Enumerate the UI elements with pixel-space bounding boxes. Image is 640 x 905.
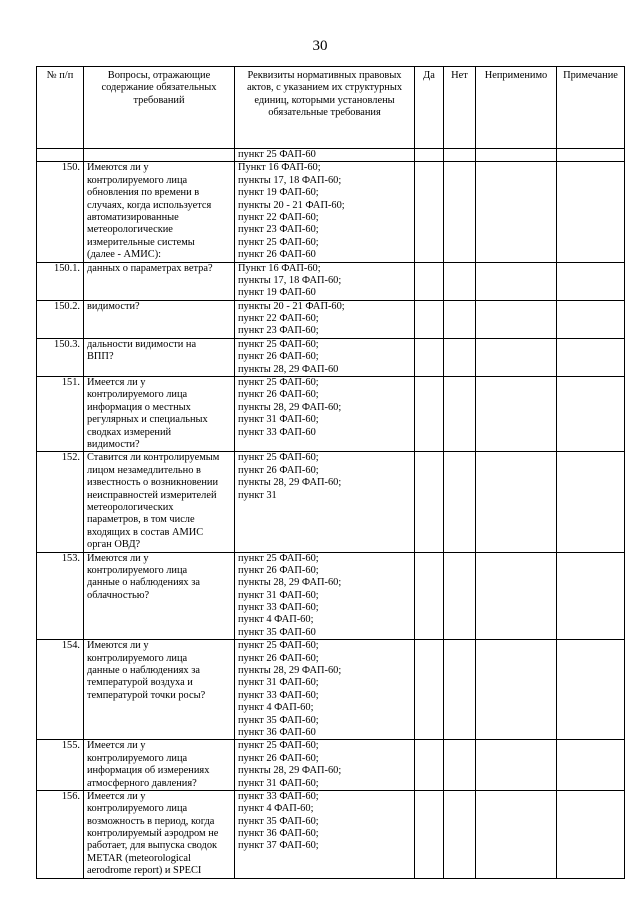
refs-cell: [235, 162, 415, 262]
no-cell: [444, 552, 476, 640]
question-line: обновления по времени в: [87, 187, 200, 199]
yes-cell: [415, 262, 444, 300]
ref-line: пункты 28, 29 ФАП-60;: [238, 401, 342, 413]
no-cell: [444, 790, 476, 878]
na-cell: [476, 452, 557, 552]
table-row: [37, 740, 625, 791]
ref-line: пункт 35 ФАП-60: [238, 626, 316, 638]
yes-cell: [415, 552, 444, 640]
na-cell: [476, 300, 557, 338]
ref-line: пункты 20 - 21 ФАП-60;: [238, 300, 345, 312]
ref-line: пункт 19 ФАП-60;: [238, 187, 319, 199]
note-cell: [557, 338, 625, 376]
page-number: 30: [312, 38, 328, 54]
question-line: Имеются ли у: [87, 162, 149, 174]
ref-line: пункты 28, 29 ФАП-60;: [238, 477, 342, 489]
ref-line: пункт 22 ФАП-60;: [238, 211, 319, 223]
question-line: возможность в период, когда: [87, 815, 215, 827]
table-row: [37, 162, 625, 262]
no-cell: [444, 452, 476, 552]
yes-cell: [415, 300, 444, 338]
question-line: входящих в состав АМИС: [87, 526, 204, 538]
row-number: 154.: [37, 640, 84, 740]
refs-cell: [235, 338, 415, 376]
ref-line: пункт 35 ФАП-60;: [238, 815, 319, 827]
ref-line: пункт 31 ФАП-60;: [238, 414, 319, 426]
ref-line: пункт 4 ФАП-60;: [238, 803, 314, 815]
question-line: метеорологические: [87, 224, 173, 236]
ref-line: пункт 33 ФАП-60;: [238, 689, 319, 701]
question-line: атмосферного давления?: [87, 777, 197, 789]
question-line: Имеется ли у: [87, 377, 146, 389]
question-line: контролируемого лица: [87, 564, 188, 576]
note-cell: [557, 149, 625, 162]
note-cell: [557, 740, 625, 791]
question-line: контролируемый аэродром не: [87, 828, 219, 840]
note-cell: [557, 640, 625, 740]
ref-line: пункт 25 ФАП-60;: [238, 236, 319, 248]
ref-line: пункт 36 ФАП-60;: [238, 828, 319, 840]
no-cell: [444, 640, 476, 740]
ref-line: пункт 4 ФАП-60;: [238, 702, 314, 714]
header-no: Нет: [444, 67, 476, 149]
refs-cell: [235, 149, 415, 162]
ref-line: пункт 37 ФАП-60;: [238, 840, 319, 852]
table-row: [37, 149, 625, 162]
ref-line: пункт 35 ФАП-60;: [238, 714, 319, 726]
question-line: измерительные системы: [87, 236, 195, 248]
ref-line: пункты 20 - 21 ФАП-60;: [238, 199, 345, 211]
table-row: [37, 640, 625, 740]
table-row: [37, 452, 625, 552]
note-cell: [557, 790, 625, 878]
ref-line: пункт 31: [238, 489, 277, 501]
question-line: Имеются ли у: [87, 552, 149, 564]
question-line: контролируемого лица: [87, 752, 188, 764]
ref-line: пункт 33 ФАП-60;: [238, 790, 319, 802]
question-line: метеорологических: [87, 501, 174, 513]
question-line: автоматизированные: [87, 211, 179, 223]
no-cell: [444, 740, 476, 791]
ref-line: пункт 31 ФАП-60;: [238, 677, 319, 689]
no-cell: [444, 262, 476, 300]
no-cell: [444, 300, 476, 338]
row-number: 152.: [37, 452, 84, 552]
question-line: Имеется ли у: [87, 740, 146, 752]
question-line: METAR (meteorological: [87, 852, 191, 864]
yes-cell: [415, 338, 444, 376]
refs-cell: [235, 377, 415, 452]
question-line: Имеется ли у: [87, 790, 146, 802]
question-line: облачностью?: [87, 589, 150, 601]
table-row: [37, 377, 625, 452]
row-number: 155.: [37, 740, 84, 791]
ref-line: пункт 25 ФАП-60;: [238, 377, 319, 389]
yes-cell: [415, 740, 444, 791]
no-cell: [444, 162, 476, 262]
row-number: 151.: [37, 377, 84, 452]
question-line: работает, для выпуска сводок: [87, 840, 218, 852]
ref-line: пункт 4 ФАП-60;: [238, 614, 314, 626]
ref-line: пункты 28, 29 ФАП-60;: [238, 665, 342, 677]
ref-line: пункт 25 ФАП-60;: [238, 640, 319, 652]
na-cell: [476, 640, 557, 740]
question-cell: [84, 790, 235, 878]
ref-line: Пункт 16 ФАП-60;: [238, 162, 321, 174]
question-line: контролируемого лица: [87, 174, 188, 186]
row-number: 150.1.: [37, 262, 84, 300]
question-cell: [84, 162, 235, 262]
question-line: информация о местных: [87, 401, 191, 413]
na-cell: [476, 790, 557, 878]
na-cell: [476, 740, 557, 791]
note-cell: [557, 452, 625, 552]
ref-line: пункт 25 ФАП-60;: [238, 740, 319, 752]
yes-cell: [415, 790, 444, 878]
row-number: 150.: [37, 162, 84, 262]
note-cell: [557, 300, 625, 338]
refs-cell: [235, 452, 415, 552]
question-cell: [84, 149, 235, 162]
note-cell: [557, 377, 625, 452]
question-cell: [84, 740, 235, 791]
refs-cell: [235, 300, 415, 338]
na-cell: [476, 149, 557, 162]
question-cell: [84, 377, 235, 452]
question-line: данные о наблюдениях за: [87, 665, 200, 677]
question-line: данные о наблюдениях за: [87, 577, 200, 589]
table-row: [37, 300, 625, 338]
table-header-row: [37, 67, 625, 149]
ref-line: пункт 23 ФАП-60;: [238, 224, 319, 236]
ref-line: пункт 31 ФАП-60;: [238, 589, 319, 601]
row-number: 150.3.: [37, 338, 84, 376]
table-row: [37, 262, 625, 300]
ref-line: пункт 23 ФАП-60;: [238, 325, 319, 337]
na-cell: [476, 162, 557, 262]
ref-line: пункты 17, 18 ФАП-60;: [238, 174, 342, 186]
na-cell: [476, 262, 557, 300]
question-line: лицом незамедлительно в: [87, 464, 201, 476]
ref-line: пункт 26 ФАП-60;: [238, 752, 319, 764]
row-number: 156.: [37, 790, 84, 878]
question-line: сводках измерений: [87, 426, 172, 438]
refs-cell: [235, 790, 415, 878]
refs-cell: [235, 552, 415, 640]
question-line: известность о возникновении: [87, 477, 219, 489]
ref-line: пункт 26 ФАП-60;: [238, 389, 319, 401]
requirements-table: [36, 66, 625, 879]
ref-line: пункт 25 ФАП-60: [238, 149, 316, 160]
header-num: № п/п: [37, 67, 84, 149]
header-question: Вопросы, отражающие содержание обязательных требований: [84, 67, 235, 149]
question-line: контролируемого лица: [87, 389, 188, 401]
question-line: (далее - АМИС):: [87, 249, 162, 261]
yes-cell: [415, 377, 444, 452]
question-line: неисправностей измерителей: [87, 489, 217, 501]
ref-line: пункт 31 ФАП-60;: [238, 777, 319, 789]
ref-line: пункт 19 ФАП-60: [238, 287, 316, 299]
ref-line: пункт 25 ФАП-60;: [238, 338, 319, 350]
header-note: Примечание: [557, 67, 625, 149]
ref-line: пункты 17, 18 ФАП-60;: [238, 274, 342, 286]
yes-cell: [415, 640, 444, 740]
ref-line: Пункт 16 ФАП-60;: [238, 262, 321, 274]
question-cell: [84, 300, 235, 338]
yes-cell: [415, 162, 444, 262]
question-line: параметров, в том числе: [87, 514, 195, 526]
question-line: орган ОВД?: [87, 539, 141, 551]
ref-line: пункт 26 ФАП-60;: [238, 652, 319, 664]
no-cell: [444, 338, 476, 376]
question-cell: [84, 640, 235, 740]
question-line: ВПП?: [87, 351, 114, 363]
question-line: данных о параметрах ветра?: [87, 262, 213, 274]
na-cell: [476, 377, 557, 452]
question-cell: [84, 552, 235, 640]
no-cell: [444, 377, 476, 452]
refs-cell: [235, 740, 415, 791]
header-na: Неприменимо: [476, 67, 557, 149]
question-line: aerodrome report) и SPECI: [87, 865, 202, 877]
header-yes: Да: [415, 67, 444, 149]
ref-line: пункт 33 ФАП-60: [238, 426, 316, 438]
table-row: [37, 338, 625, 376]
question-line: Ставится ли контролируемым: [87, 452, 220, 464]
ref-line: пункт 33 ФАП-60;: [238, 602, 319, 614]
ref-line: пункт 25 ФАП-60;: [238, 452, 319, 464]
question-line: видимости?: [87, 300, 140, 312]
ref-line: пункты 28, 29 ФАП-60: [238, 363, 339, 375]
question-cell: [84, 262, 235, 300]
question-line: случаях, когда используется: [87, 199, 212, 211]
question-line: температурой точки росы?: [87, 689, 206, 701]
question-cell: [84, 452, 235, 552]
refs-cell: [235, 262, 415, 300]
question-line: регулярных и специальных: [87, 414, 208, 426]
question-cell: [84, 338, 235, 376]
question-line: видимости?: [87, 438, 140, 450]
na-cell: [476, 338, 557, 376]
row-number: 150.2.: [37, 300, 84, 338]
question-line: информация об измерениях: [87, 765, 210, 777]
question-line: температурой воздуха и: [87, 677, 193, 689]
note-cell: [557, 262, 625, 300]
ref-line: пункт 22 ФАП-60;: [238, 313, 319, 325]
ref-line: пункт 26 ФАП-60;: [238, 464, 319, 476]
question-line: дальности видимости на: [87, 338, 197, 350]
row-number: 153.: [37, 552, 84, 640]
question-line: контролируемого лица: [87, 652, 188, 664]
ref-line: пункт 26 ФАП-60;: [238, 351, 319, 363]
ref-line: пункт 26 ФАП-60;: [238, 564, 319, 576]
question-line: контролируемого лица: [87, 803, 188, 815]
note-cell: [557, 552, 625, 640]
ref-line: пункт 36 ФАП-60: [238, 726, 316, 738]
refs-cell: [235, 640, 415, 740]
question-line: Имеются ли у: [87, 640, 149, 652]
header-refs: Реквизиты нормативных правовых актов, с указанием их структурных единиц, которыми установлены обязательные требования: [235, 67, 415, 149]
no-cell: [444, 149, 476, 162]
table-row: [37, 552, 625, 640]
row-number: [37, 149, 84, 162]
ref-line: пункт 26 ФАП-60: [238, 249, 316, 261]
na-cell: [476, 552, 557, 640]
table-row: [37, 790, 625, 878]
ref-line: пункты 28, 29 ФАП-60;: [238, 577, 342, 589]
yes-cell: [415, 149, 444, 162]
yes-cell: [415, 452, 444, 552]
ref-line: пункт 25 ФАП-60;: [238, 552, 319, 564]
ref-line: пункты 28, 29 ФАП-60;: [238, 765, 342, 777]
note-cell: [557, 162, 625, 262]
